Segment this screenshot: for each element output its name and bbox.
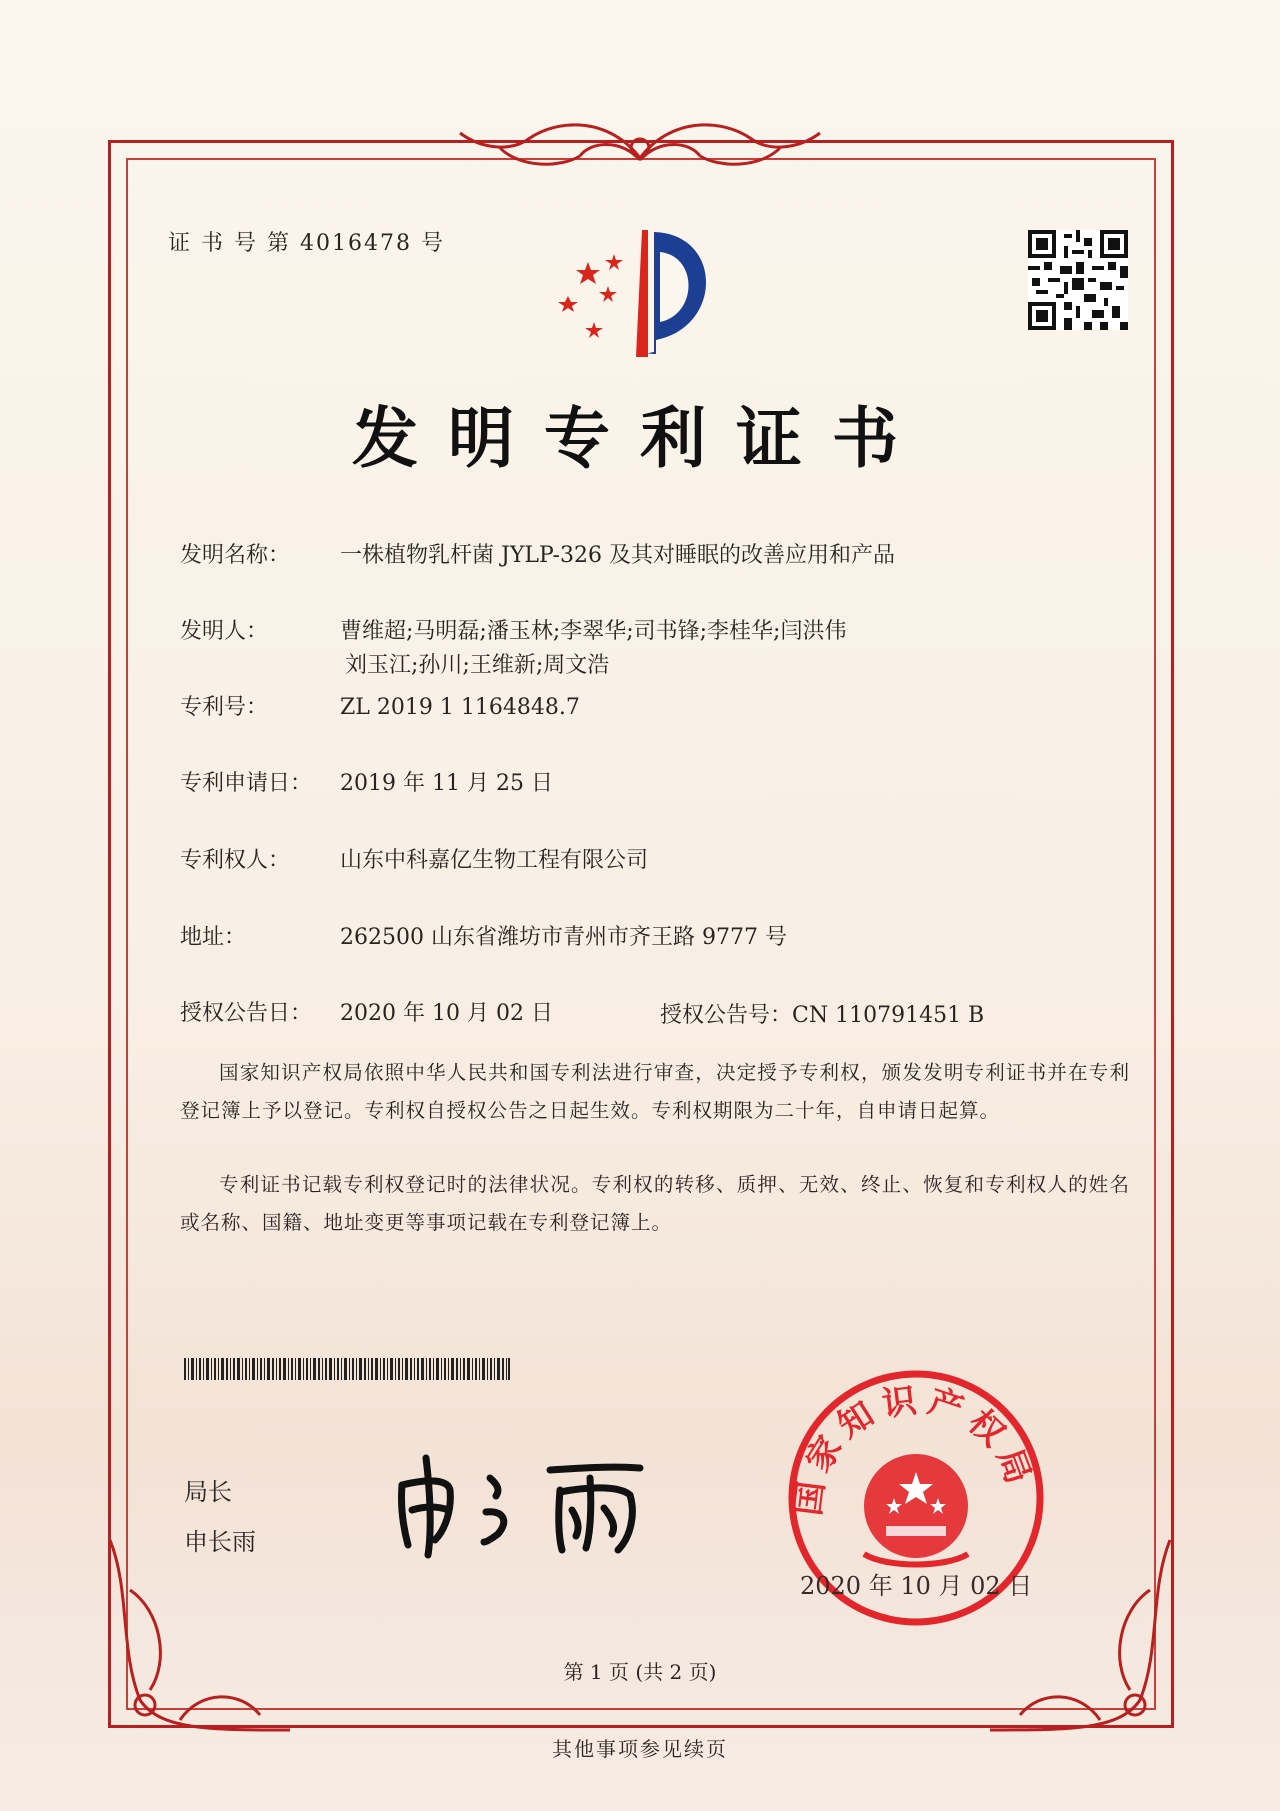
patent-number-label: 专利号： bbox=[180, 695, 269, 720]
barcode-icon bbox=[184, 1358, 510, 1380]
filing-date-value: 2019 年 11 月 25 日 bbox=[340, 771, 553, 796]
qr-code-icon bbox=[1028, 230, 1128, 330]
patentee-value: 山东中科嘉亿生物工程有限公司 bbox=[340, 848, 649, 873]
seal-text: 国家知识产权局 bbox=[788, 1379, 1042, 1518]
director-role: 局长 bbox=[184, 1478, 232, 1506]
filing-date-label: 专利申请日： bbox=[180, 771, 313, 796]
patentee-label: 专利权人： bbox=[180, 848, 291, 873]
grant-date-value: 2020 年 10 月 02 日 bbox=[340, 1001, 553, 1026]
address-row bbox=[180, 922, 787, 954]
patentee-row bbox=[180, 845, 648, 877]
patent-number-value: ZL 2019 1 1164848.7 bbox=[340, 695, 580, 720]
inventors-row bbox=[180, 616, 846, 648]
certificate-number: 证 书 号 第 4016478 号 bbox=[168, 231, 445, 256]
invention-name-value: 一株植物乳杆菌 JYLP-326 及其对睡眠的改善应用和产品 bbox=[340, 543, 895, 568]
grant-date-label: 授权公告日： bbox=[180, 1001, 313, 1026]
inventors-line1: 曹维超;马明磊;潘玉林;李翠华;司书锋;李桂华;闫洪伟 bbox=[340, 619, 847, 644]
signature-icon bbox=[390, 1450, 680, 1560]
grant-date-row bbox=[180, 998, 553, 1030]
body-paragraph-2: 专利证书记载专利权登记时的法律状况。专利权的转移、质押、无效、终止、恢复和专利权人的姓名或名称、国籍、地址变更等事项记载在专利登记簿上。 bbox=[180, 1173, 1130, 1234]
address-label: 地址： bbox=[180, 925, 247, 950]
inventors-line2: 刘玉江;孙川;王维新;周文浩 bbox=[345, 653, 610, 678]
grant-number-value: CN 110791451 B bbox=[792, 1003, 985, 1028]
filing-date-row bbox=[180, 768, 553, 800]
corner-ornament-left bbox=[100, 1530, 300, 1740]
seal-date: 2020 年 10 月 02 日 bbox=[800, 1572, 1033, 1600]
cnipa-logo-icon bbox=[548, 222, 738, 362]
body-paragraph-1: 国家知识产权局依照中华人民共和国专利法进行审查，决定授予专利权，颁发发明专利证书并在专利登记簿上予以登记。专利权自授权公告之日起生效。专利权期限为二十年，自申请日起算。 bbox=[180, 1061, 1130, 1122]
address-value: 262500 山东省潍坊市青州市齐王路 9777 号 bbox=[340, 925, 787, 950]
footer-note: 其他事项参见续页 bbox=[552, 1737, 728, 1761]
grant-number-row bbox=[660, 998, 984, 1029]
patent-number-row bbox=[180, 692, 580, 724]
grant-number-label: 授权公告号： bbox=[660, 1003, 793, 1028]
invention-name-label: 发明名称： bbox=[180, 543, 291, 568]
top-ornament bbox=[440, 108, 840, 178]
director-name: 申长雨 bbox=[184, 1528, 256, 1556]
inventors-row-2 bbox=[345, 650, 609, 682]
certificate-title: 发明专利证书 bbox=[352, 399, 928, 477]
inventors-label: 发明人： bbox=[180, 619, 269, 644]
invention-name-row bbox=[180, 540, 895, 572]
page-number: 第 1 页 (共 2 页) bbox=[563, 1660, 717, 1684]
